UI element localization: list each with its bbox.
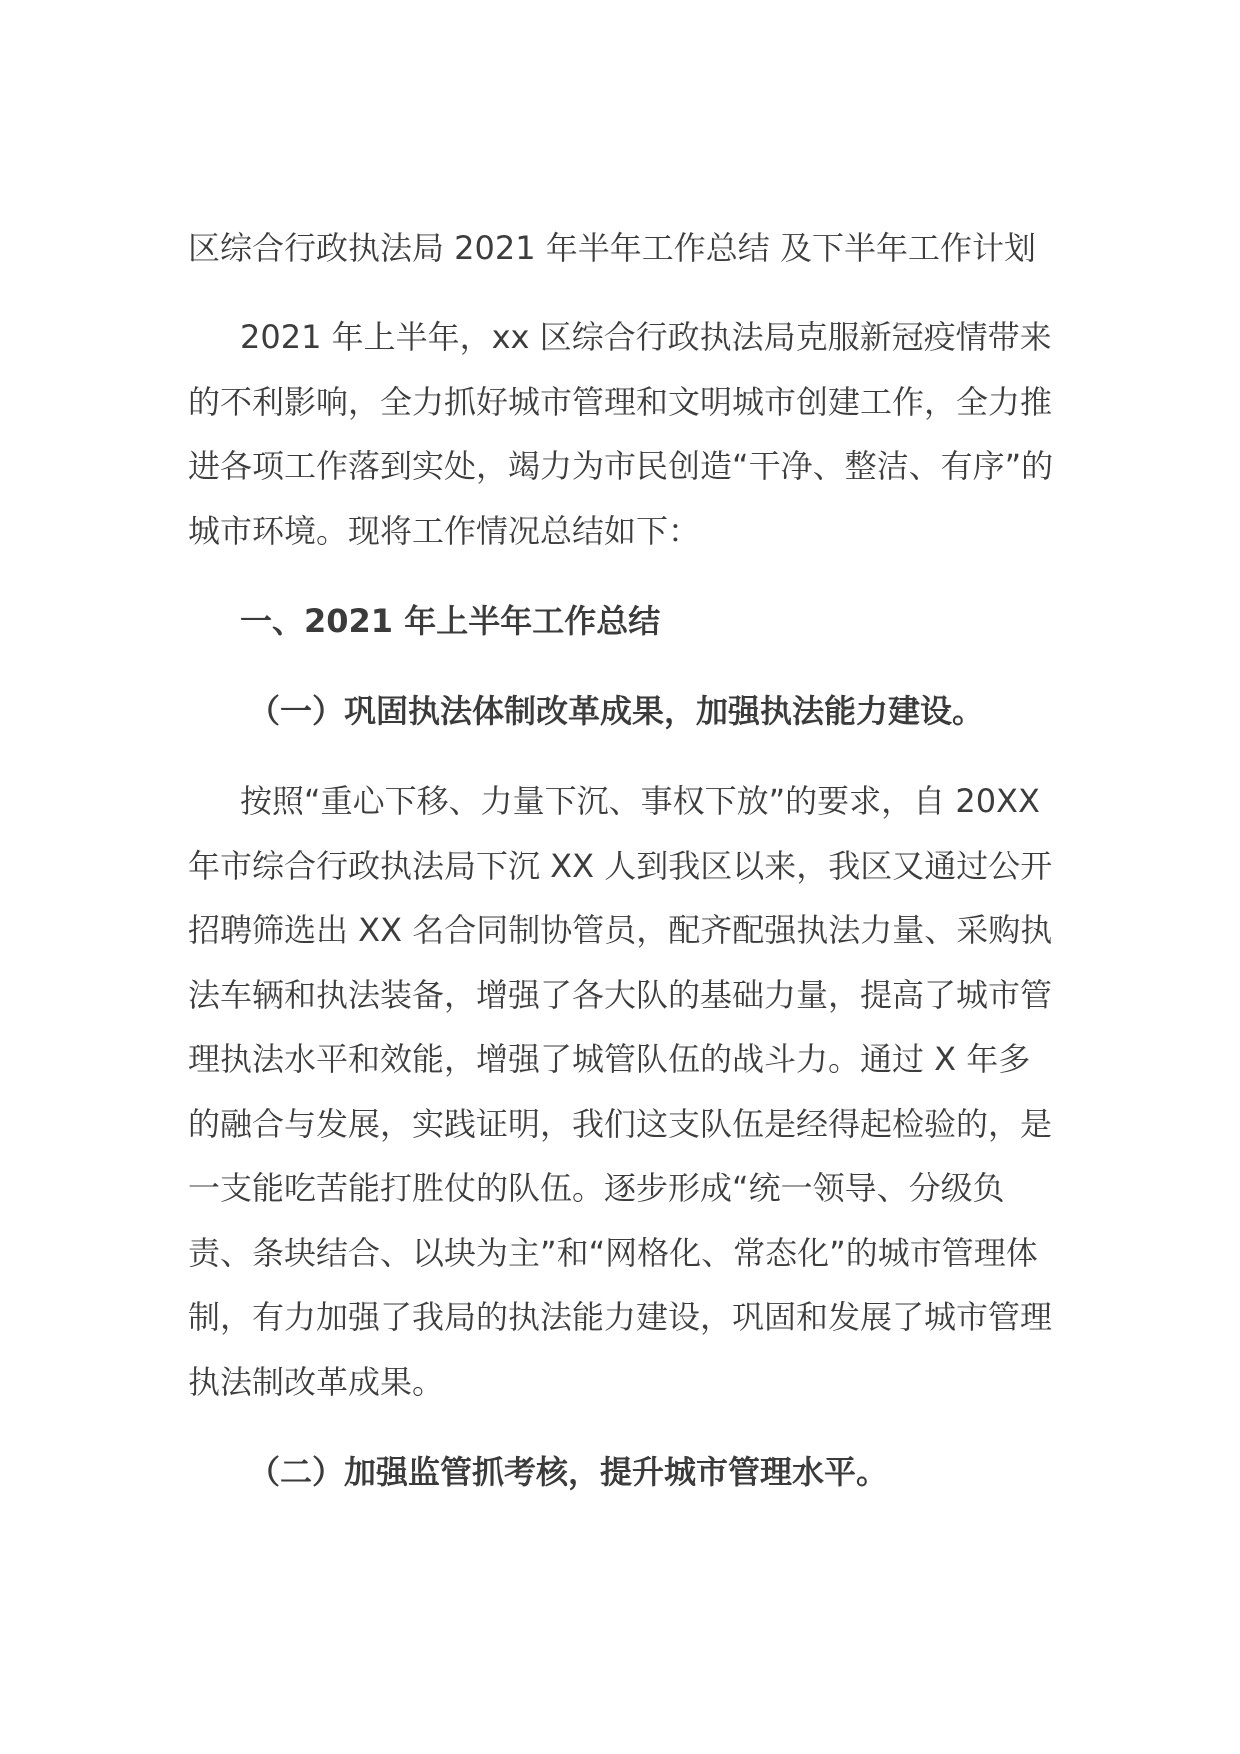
section-heading-1: 一、2021 年上半年工作总结 xyxy=(240,602,661,640)
document-body xyxy=(188,216,1058,1530)
subsection-1-paragraph: 按照“重心下移、力量下沉、事权下放”的要求，自 20XX 年市综合行政执法局下沉 XX 人到我区以来，我区又通过公开招聘筛选出 XX 名合同制协管员，配齐配强执法力量、采购执法车辆和执法装备，增强了各大队的基础力量，提高了城市管理执法水平和效能，增强了城管队伍的战斗力。通过 X 年多的融合与发展，实践证明，我们这支队伍是经得起检验的，是一支能吃苦能打胜仗的队伍。逐步形成“统一领导、分级负责、条块结合、以块为主”和“网格化、常态化”的城市管理体制，有力加强了我局的执法能力建设，巩固和发展了城市管理执法制改革成果。 xyxy=(188,782,1053,1401)
document-title: 区综合行政执法局 2021 年半年工作总结 及下半年工作计划 xyxy=(188,229,1036,267)
intro-paragraph: 2021 年上半年，xx 区综合行政执法局克服新冠疫情带来的不利影响，全力抓好城市管理和文明城市创建工作，全力推进各项工作落到实处，竭力为市民创造“干净、整洁、有序”的城市环境。现将工作情况总结如下： xyxy=(188,318,1054,550)
subsection-heading-1: （一）巩固执法体制改革成果，加强执法能力建设。 xyxy=(248,692,985,730)
subsection-heading-2: （二）加强监管抓考核，提升城市管理水平。 xyxy=(248,1453,889,1491)
